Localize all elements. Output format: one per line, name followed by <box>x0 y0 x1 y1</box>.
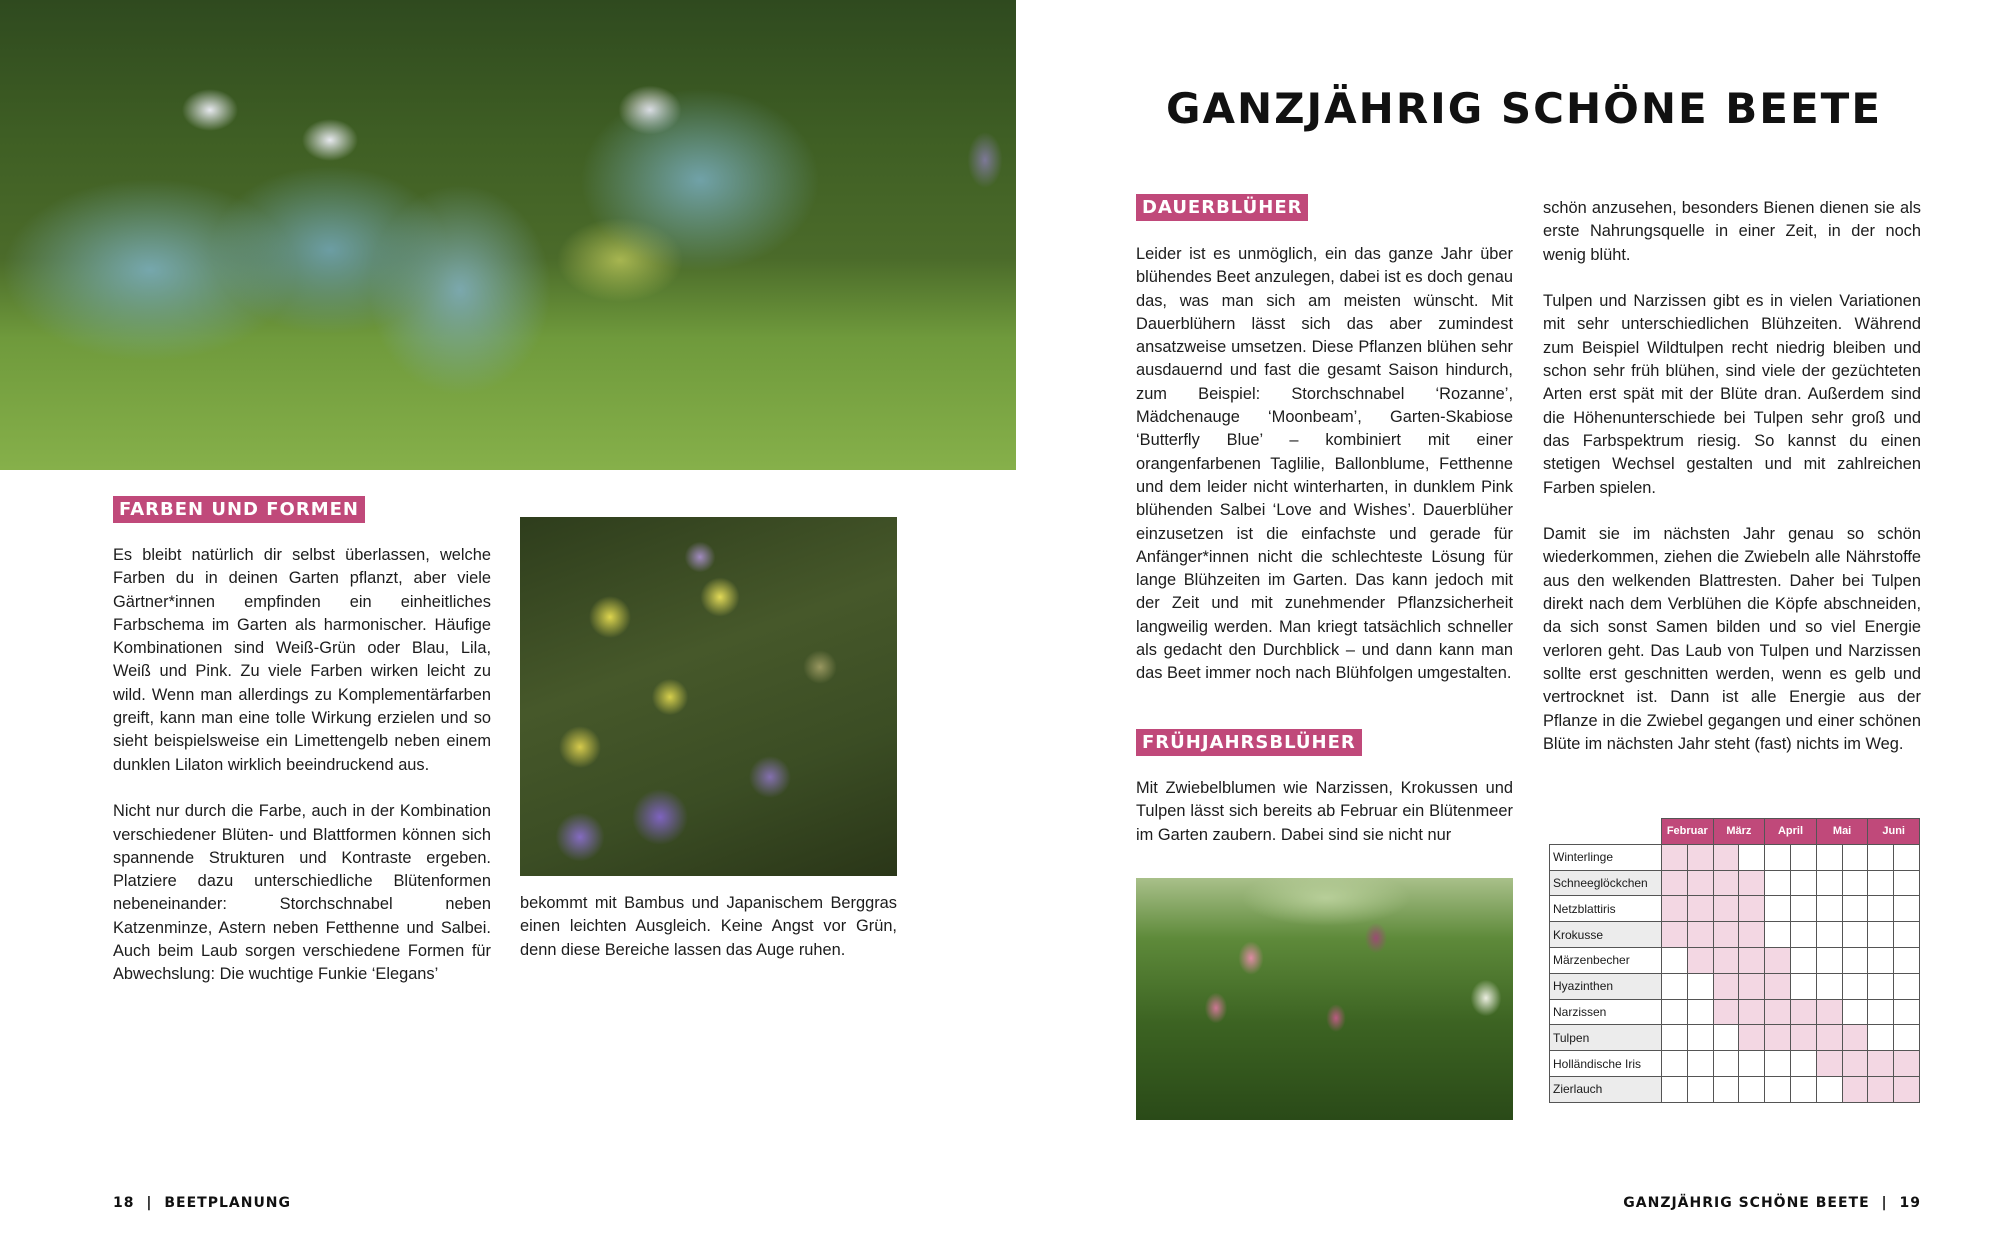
bloom-cell-active <box>1739 896 1765 922</box>
bloom-cell-active <box>1739 947 1765 973</box>
bloom-cell-empty <box>1662 999 1688 1025</box>
bloom-cell-active <box>1662 922 1688 948</box>
bloom-cell-active <box>1713 999 1739 1025</box>
bloom-cell-empty <box>1816 973 1842 999</box>
bloom-cell-empty <box>1687 973 1713 999</box>
bloom-cell-empty <box>1842 947 1868 973</box>
bloom-cell-empty <box>1790 870 1816 896</box>
bloom-cell-empty <box>1842 870 1868 896</box>
bloom-cell-empty <box>1868 870 1894 896</box>
bloom-cell-active <box>1765 999 1791 1025</box>
bloom-table-row <box>1550 1025 1920 1051</box>
bloom-cell-empty <box>1790 947 1816 973</box>
plant-name: Hyazinthen <box>1550 973 1662 999</box>
bloom-cell-empty <box>1662 1025 1688 1051</box>
bloom-cell-active <box>1816 999 1842 1025</box>
bloom-cell-active <box>1842 1025 1868 1051</box>
plant-name: Holländische Iris <box>1550 1051 1662 1077</box>
bloom-cell-active <box>1816 1051 1842 1077</box>
bloom-cell-active <box>1790 999 1816 1025</box>
bloom-table-row <box>1550 922 1920 948</box>
bloom-cell-empty <box>1662 1076 1688 1102</box>
plant-name: Tulpen <box>1550 1025 1662 1051</box>
bloom-cell-active <box>1765 1025 1791 1051</box>
footer-separator: | <box>1881 1195 1888 1211</box>
bloom-cell-active <box>1790 1025 1816 1051</box>
month-header: Mai <box>1816 819 1868 845</box>
bloom-cell-empty <box>1765 870 1791 896</box>
bloom-cell-empty <box>1765 896 1791 922</box>
month-header: Februar <box>1662 819 1714 845</box>
plant-name: Schneeglöckchen <box>1550 870 1662 896</box>
bloom-cell-active <box>1739 922 1765 948</box>
dauer-paragraph-1: Leider ist es unmöglich, ein das ganze Jahr über blühendes Beet anzulegen, dabei ist es doch genau das, was man sich am meisten wünscht. Mit Dauerblühern lässt sich das aber zumindest ansatzweise umsetzen. Diese Pflanzen blühen sehr ausdauernd und fast die gesamt Saison hindurch, zum Beispiel: Storchschnabel ‘Rozanne’, Mädchenauge ‘Moonbeam’, Garten-Skabiose ‘Butterfly Blue’ – kombiniert mit einer orangenfarbenen Taglilie, Ballonblume, Fetthenne und dem leider nicht winterharten, in dunklem Pink blühenden Salbei ‘Love and Wishes’. Dauerblüher einzusetzen ist die einfachste und gerade für Anfänger*innen nicht die schlechteste Lösung für lange Blühzeiten im Garten. Das kann jedoch mit der Zeit und mit zunehmender Pflanzsicherheit langweilig werden. Man kriegt tatsächlich schneller als gedacht den Durchblick – und dann kann man das Beet immer noch nach Blühfolgen umgestalten. <box>1136 245 1513 683</box>
bloom-cell-empty <box>1687 1076 1713 1102</box>
bloom-table-corner <box>1550 819 1662 845</box>
bloom-cell-empty <box>1816 947 1842 973</box>
frueh-paragraph-1: Mit Zwiebelblumen wie Narzissen, Krokussen und Tulpen lässt sich bereits ab Februar ein Blütenmeer im Garten zaubern. Dabei sind sie nicht nur <box>1136 779 1513 844</box>
frueh-paragraph-3: Tulpen und Narzissen gibt es in vielen Variationen mit sehr unterschiedlichen Blühzeiten. Während zum Beispiel Wildtulpen recht niedrig bleiben und schon sehr früh blühen, sind viele der gezüchteten Arten erst spät mit der Blüte dran. Außerdem sind die Höhenunterschiede bei Tulpen sehr groß und das Farbspektrum riesig. So kannst du einen stetigen Wechsel gestalten und mit zahlreichen Farben spielen. <box>1543 292 1921 497</box>
bloom-cell-empty <box>1687 999 1713 1025</box>
section-heading-farben: FARBEN UND FORMEN <box>113 496 365 523</box>
bloom-cell-active <box>1765 947 1791 973</box>
bloom-cell-empty <box>1894 947 1920 973</box>
bloom-cell-empty <box>1739 1076 1765 1102</box>
footer-right <box>1623 1195 1921 1211</box>
bloom-cell-active <box>1739 1025 1765 1051</box>
bloom-cell-empty <box>1868 999 1894 1025</box>
bloom-cell-active <box>1662 896 1688 922</box>
frueh-text-column-2 <box>1543 197 1921 756</box>
farben-paragraph-1: Es bleibt natürlich dir selbst überlassen, welche Farben du in deinen Garten pflanzt, aber viele Gärtner*innen empfinden ein einheitliches Farbschema im Garten als harmonischer. Häufige Kombinationen sind Weiß-Grün oder Blau, Lila, Weiß und Pink. Zu viele Farben wirken leicht zu wild. Wenn man allerdings zu Komplementärfarben greift, kann man eine tolle Wirkung erzielen und so sieht beispielsweise ein Limettengelb neben einem dunklen Lilaton wirklich beeindruckend aus. <box>113 546 491 774</box>
bloom-cell-empty <box>1894 973 1920 999</box>
footer-separator: | <box>146 1195 153 1211</box>
bloom-cell-empty <box>1687 1025 1713 1051</box>
bloom-cell-empty <box>1790 844 1816 870</box>
bloom-cell-empty <box>1790 1051 1816 1077</box>
footer-section-left: BEETPLANUNG <box>164 1195 292 1211</box>
bloom-cell-empty <box>1816 870 1842 896</box>
bloom-cell-active <box>1894 1051 1920 1077</box>
bloom-cell-empty <box>1816 922 1842 948</box>
section-heading-fruehjahrsblueher: FRÜHJAHRSBLÜHER <box>1136 729 1362 756</box>
bloom-table-body <box>1550 844 1920 1102</box>
month-header: April <box>1765 819 1817 845</box>
bloom-cell-empty <box>1790 896 1816 922</box>
farben-continued-text <box>520 892 897 962</box>
plant-name: Narzissen <box>1550 999 1662 1025</box>
bloom-table-row <box>1550 896 1920 922</box>
hosta-border-photo <box>0 0 1016 470</box>
bloom-cell-empty <box>1894 922 1920 948</box>
bloom-cell-active <box>1713 922 1739 948</box>
bloom-cell-active <box>1687 947 1713 973</box>
footer-left <box>113 1195 291 1211</box>
bloom-cell-active <box>1713 947 1739 973</box>
bloom-cell-active <box>1713 870 1739 896</box>
bloom-cell-active <box>1765 973 1791 999</box>
bloom-cell-empty <box>1868 973 1894 999</box>
bloom-cell-active <box>1713 973 1739 999</box>
bloom-table-row <box>1550 870 1920 896</box>
bloom-cell-empty <box>1842 896 1868 922</box>
page-number-left: 18 <box>113 1195 135 1211</box>
bloom-cell-empty <box>1842 844 1868 870</box>
bloom-cell-active <box>1662 844 1688 870</box>
farben-paragraph-2: Nicht nur durch die Farbe, auch in der Kombination verschiedener Blüten- und Blattformen können sich spannende Strukturen und Kontraste ergeben. Platziere dazu unterschiedliche Blütenformen nebeneinander: Storchschnabel neben Katzenminze, Astern neben Fetthenne und Salbei. Auch beim Laub sorgen verschiedene Formen für Abwechslung: Die wuchtige Funkie ‘Elegans’ <box>113 802 491 984</box>
bloom-cell-active <box>1842 1076 1868 1102</box>
bloom-cell-empty <box>1739 1051 1765 1077</box>
farben-paragraph-continued: bekommt mit Bambus und Japanischem Berggras einen leichten Ausgleich. Keine Angst vor Grün, denn diese Bereiche lassen das Auge ruhen. <box>520 894 897 959</box>
plant-name: Zierlauch <box>1550 1076 1662 1102</box>
bloom-cell-empty <box>1790 922 1816 948</box>
bloom-cell-active <box>1894 1076 1920 1102</box>
bloom-cell-empty <box>1894 870 1920 896</box>
page-number-right: 19 <box>1899 1195 1921 1211</box>
bloom-cell-empty <box>1894 999 1920 1025</box>
bloom-cell-active <box>1739 973 1765 999</box>
bloom-cell-empty <box>1790 973 1816 999</box>
plant-name: Märzenbecher <box>1550 947 1662 973</box>
bloom-cell-empty <box>1868 947 1894 973</box>
bloom-cell-empty <box>1739 844 1765 870</box>
bloom-table-row <box>1550 844 1920 870</box>
bloom-cell-empty <box>1868 844 1894 870</box>
bloom-cell-active <box>1816 1025 1842 1051</box>
bloom-cell-empty <box>1687 1051 1713 1077</box>
bloom-cell-active <box>1687 870 1713 896</box>
bloom-cell-empty <box>1765 844 1791 870</box>
bloom-cell-active <box>1739 999 1765 1025</box>
plant-name: Krokusse <box>1550 922 1662 948</box>
footer-section-right: GANZJÄHRIG SCHÖNE BEETE <box>1623 1195 1870 1211</box>
month-header: Juni <box>1868 819 1920 845</box>
yellow-purple-flowers-photo <box>520 517 897 876</box>
bloom-cell-empty <box>1765 1051 1791 1077</box>
bloom-cell-active <box>1687 896 1713 922</box>
bloom-cell-empty <box>1868 896 1894 922</box>
bloom-cell-active <box>1842 1051 1868 1077</box>
bloom-table-row <box>1550 973 1920 999</box>
bloom-cell-empty <box>1816 896 1842 922</box>
bloom-cell-active <box>1662 870 1688 896</box>
bloom-cell-active <box>1687 922 1713 948</box>
tulip-meadow-photo <box>1136 878 1513 1120</box>
bloom-cell-empty <box>1868 1025 1894 1051</box>
plant-name: Netzblattiris <box>1550 896 1662 922</box>
frueh-text-column <box>1136 777 1513 847</box>
bloom-table-row <box>1550 947 1920 973</box>
frueh-paragraph-4: Damit sie im nächsten Jahr genau so schön wiederkommen, ziehen die Zwiebeln alle Nährstoffe aus den welkenden Blattresten. Daher bei Tulpen direkt nach dem Verblühen die Köpfe abschneiden, da sich sonst Samen bilden und so viel Energie verloren geht. Das Laub von Tulpen und Narzissen sollte erst geschnitten werden, wenn es gelb und vertrocknet ist. Dann ist alle Energie aus der Pflanze in die Zwiebel gegangen und einer schönen Blüte im nächsten Jahr steht (fast) nichts im Weg. <box>1543 525 1921 753</box>
bloom-cell-empty <box>1713 1051 1739 1077</box>
bloom-table-header <box>1550 819 1920 845</box>
dauer-text-column <box>1136 243 1513 686</box>
bloom-cell-empty <box>1662 973 1688 999</box>
plant-name: Winterlinge <box>1550 844 1662 870</box>
frueh-paragraph-2: schön anzusehen, besonders Bienen dienen sie als erste Nahrungsquelle in einer Zeit, in der noch wenig blüht. <box>1543 199 1921 264</box>
bloom-cell-empty <box>1894 896 1920 922</box>
bloom-cell-empty <box>1868 922 1894 948</box>
bloom-cell-empty <box>1842 922 1868 948</box>
bloom-cell-empty <box>1894 844 1920 870</box>
bloom-cell-active <box>1868 1076 1894 1102</box>
bloom-cell-active <box>1713 844 1739 870</box>
bloom-cell-active <box>1713 896 1739 922</box>
bloom-cell-empty <box>1662 947 1688 973</box>
bloom-cell-empty <box>1894 1025 1920 1051</box>
page-title: GANZJÄHRIG SCHÖNE BEETE <box>1165 84 1883 133</box>
bloom-table-row <box>1550 1051 1920 1077</box>
bloom-table-row <box>1550 1076 1920 1102</box>
month-header: März <box>1713 819 1765 845</box>
bloom-table-row <box>1550 999 1920 1025</box>
bloom-cell-empty <box>1816 844 1842 870</box>
section-heading-dauerblueher: DAUERBLÜHER <box>1136 194 1308 221</box>
bloom-cell-empty <box>1713 1076 1739 1102</box>
bloom-cell-active <box>1868 1051 1894 1077</box>
bloom-cell-empty <box>1842 999 1868 1025</box>
bloom-cell-empty <box>1662 1051 1688 1077</box>
bloom-cell-empty <box>1765 922 1791 948</box>
bloom-cell-empty <box>1842 973 1868 999</box>
bloom-cell-empty <box>1713 1025 1739 1051</box>
bloom-cell-empty <box>1790 1076 1816 1102</box>
bloom-cell-active <box>1739 870 1765 896</box>
bloom-cell-empty <box>1816 1076 1842 1102</box>
bloom-cell-active <box>1687 844 1713 870</box>
farben-text-column <box>113 544 491 987</box>
bloom-calendar-table <box>1549 818 1920 1103</box>
bloom-cell-empty <box>1765 1076 1791 1102</box>
